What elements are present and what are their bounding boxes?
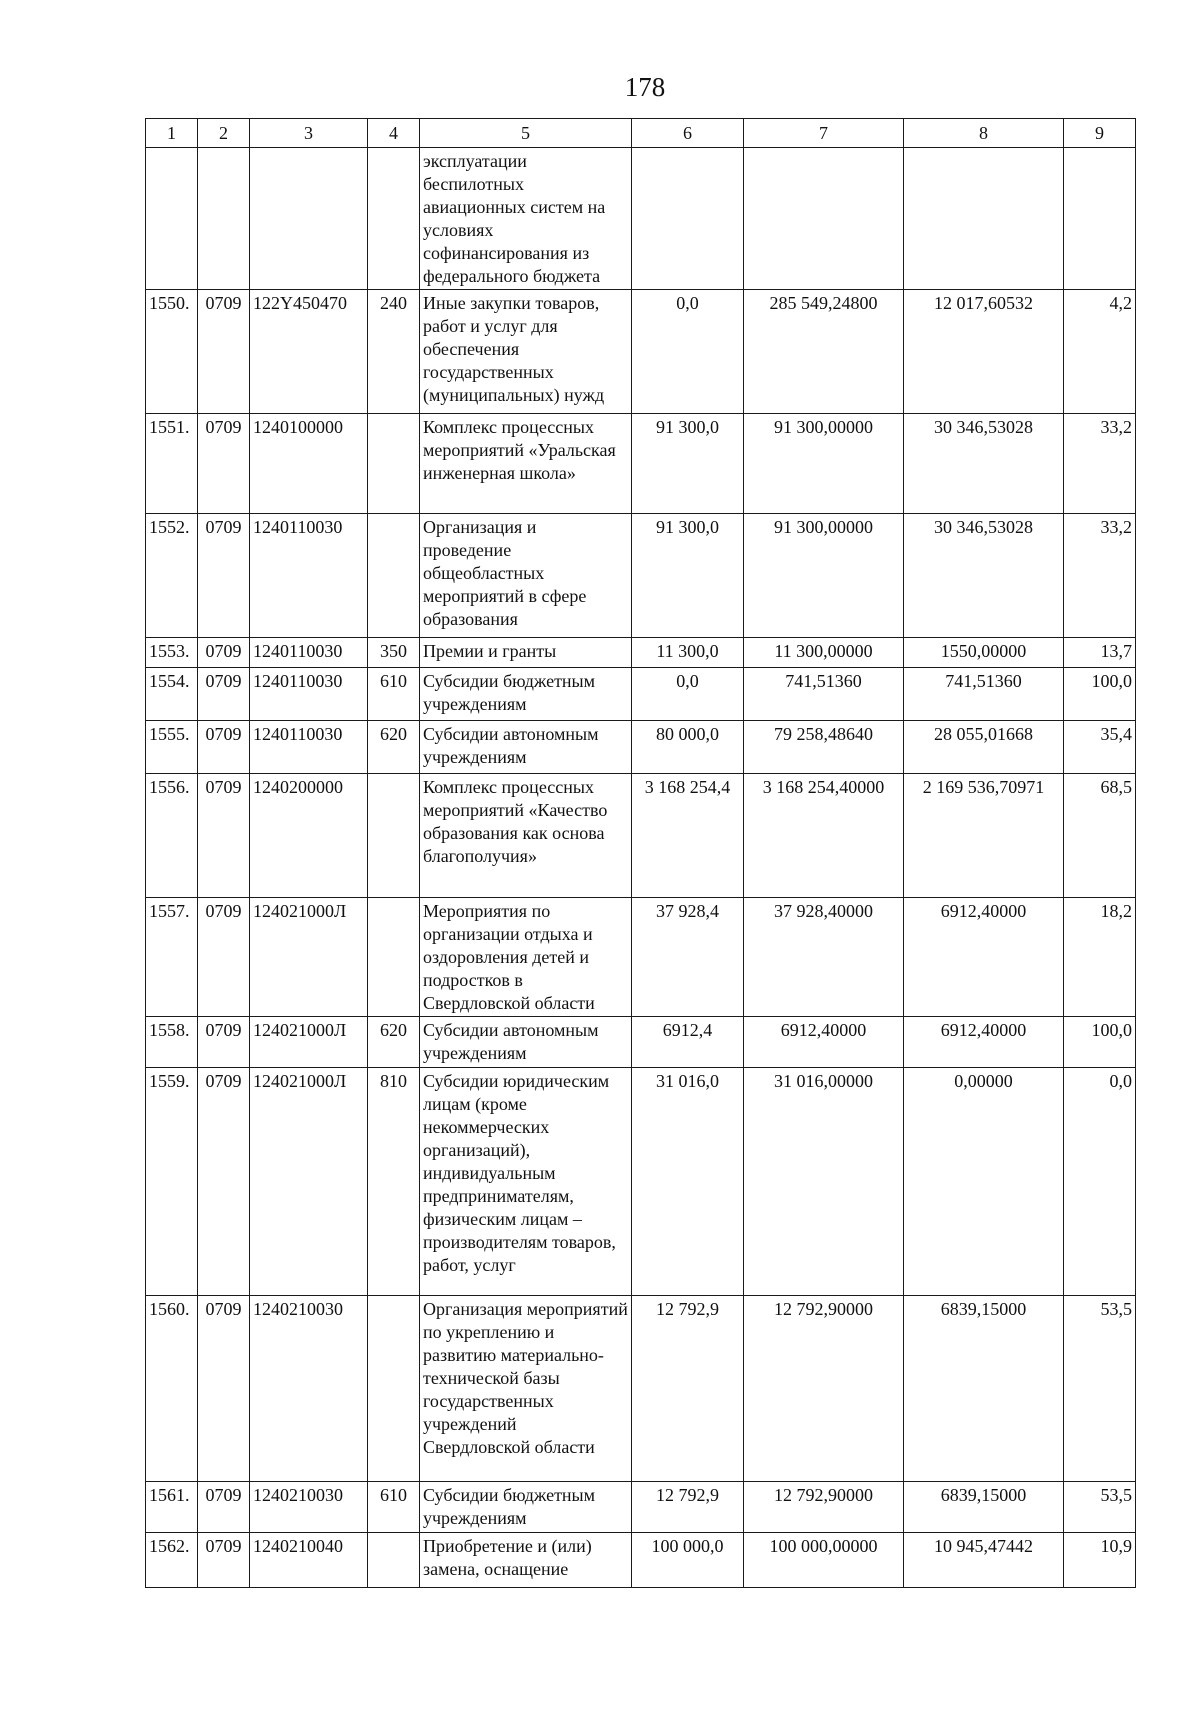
table-row	[146, 1482, 1136, 1533]
value-col7-cell: 100 000,00000	[744, 1533, 904, 1588]
table-header-row	[146, 119, 1136, 148]
value-col8-cell: 28 055,01668	[904, 721, 1064, 774]
expense-type-cell: 350	[368, 638, 420, 668]
expense-type-cell: 240	[368, 290, 420, 414]
table-row	[146, 1068, 1136, 1296]
row-number-cell: 1553.	[146, 638, 198, 668]
value-col7-cell: 285 549,24800	[744, 290, 904, 414]
expense-type-cell: 610	[368, 668, 420, 721]
expense-type-cell: 620	[368, 721, 420, 774]
row-number-cell: 1559.	[146, 1068, 198, 1296]
name-cell: Субсидии юридическим лицам (кроме некоммерческих организаций), индивидуальным предпринимателям, физическим лицам – производителям товаров, работ, услуг	[420, 1068, 632, 1296]
name-cell: эксплуатации беспилотных авиационных систем на условиях софинансирования из федерального бюджета	[420, 148, 632, 290]
value-col6-cell: 3 168 254,4	[632, 774, 744, 898]
value-col8-cell: 0,00000	[904, 1068, 1064, 1296]
value-col7-cell: 3 168 254,40000	[744, 774, 904, 898]
name-cell: Организация мероприятий по укреплению и развитию материально-технической базы государственных учреждений Свердловской области	[420, 1296, 632, 1482]
target-code-cell: 1240210030	[250, 1482, 368, 1533]
section-cell: 0709	[198, 1017, 250, 1068]
percent-cell: 68,5	[1064, 774, 1136, 898]
header-cell: 9	[1064, 119, 1136, 148]
expense-type-cell	[368, 774, 420, 898]
header-cell: 6	[632, 119, 744, 148]
percent-cell: 33,2	[1064, 514, 1136, 638]
table-row	[146, 638, 1136, 668]
header-cell: 2	[198, 119, 250, 148]
table-row	[146, 1533, 1136, 1588]
value-col7-cell: 91 300,00000	[744, 514, 904, 638]
table-row	[146, 148, 1136, 290]
row-number-cell	[146, 148, 198, 290]
percent-cell: 4,2	[1064, 290, 1136, 414]
value-col6-cell: 80 000,0	[632, 721, 744, 774]
table-row	[146, 290, 1136, 414]
header-cell: 4	[368, 119, 420, 148]
value-col7-cell: 741,51360	[744, 668, 904, 721]
value-col7-cell: 91 300,00000	[744, 414, 904, 514]
value-col8-cell	[904, 148, 1064, 290]
row-number-cell: 1558.	[146, 1017, 198, 1068]
value-col7-cell: 31 016,00000	[744, 1068, 904, 1296]
target-code-cell	[250, 148, 368, 290]
expense-type-cell: 610	[368, 1482, 420, 1533]
expense-type-cell: 810	[368, 1068, 420, 1296]
percent-cell	[1064, 148, 1136, 290]
row-number-cell: 1561.	[146, 1482, 198, 1533]
target-code-cell: 124021000Л	[250, 1017, 368, 1068]
percent-cell: 53,5	[1064, 1296, 1136, 1482]
name-cell: Мероприятия по организации отдыха и оздоровления детей и подростков в Свердловской области	[420, 898, 632, 1017]
section-cell: 0709	[198, 1533, 250, 1588]
target-code-cell: 1240100000	[250, 414, 368, 514]
section-cell: 0709	[198, 1068, 250, 1296]
expense-type-cell	[368, 148, 420, 290]
table-row	[146, 1017, 1136, 1068]
value-col6-cell: 6912,4	[632, 1017, 744, 1068]
section-cell: 0709	[198, 1296, 250, 1482]
target-code-cell: 1240210030	[250, 1296, 368, 1482]
table-row	[146, 721, 1136, 774]
section-cell: 0709	[198, 774, 250, 898]
table-row	[146, 668, 1136, 721]
target-code-cell: 1240110030	[250, 638, 368, 668]
value-col8-cell: 1550,00000	[904, 638, 1064, 668]
value-col8-cell: 30 346,53028	[904, 514, 1064, 638]
value-col6-cell: 31 016,0	[632, 1068, 744, 1296]
value-col7-cell: 12 792,90000	[744, 1296, 904, 1482]
header-cell: 1	[146, 119, 198, 148]
table-row	[146, 898, 1136, 1017]
section-cell	[198, 148, 250, 290]
value-col7-cell: 79 258,48640	[744, 721, 904, 774]
percent-cell: 53,5	[1064, 1482, 1136, 1533]
row-number-cell: 1554.	[146, 668, 198, 721]
target-code-cell: 1240110030	[250, 721, 368, 774]
name-cell: Субсидии бюджетным учреждениям	[420, 1482, 632, 1533]
value-col8-cell: 6912,40000	[904, 898, 1064, 1017]
expense-type-cell: 620	[368, 1017, 420, 1068]
value-col8-cell: 741,51360	[904, 668, 1064, 721]
table-row	[146, 414, 1136, 514]
value-col7-cell: 37 928,40000	[744, 898, 904, 1017]
table-row	[146, 1296, 1136, 1482]
value-col6-cell: 12 792,9	[632, 1296, 744, 1482]
header-cell: 5	[420, 119, 632, 148]
target-code-cell: 124021000Л	[250, 898, 368, 1017]
section-cell: 0709	[198, 1482, 250, 1533]
percent-cell: 35,4	[1064, 721, 1136, 774]
name-cell: Иные закупки товаров, работ и услуг для обеспечения государственных (муниципальных) нужд	[420, 290, 632, 414]
header-cell: 8	[904, 119, 1064, 148]
value-col6-cell: 100 000,0	[632, 1533, 744, 1588]
row-number-cell: 1552.	[146, 514, 198, 638]
percent-cell: 13,7	[1064, 638, 1136, 668]
section-cell: 0709	[198, 668, 250, 721]
row-number-cell: 1550.	[146, 290, 198, 414]
name-cell: Комплекс процессных мероприятий «Качество образования как основа благополучия»	[420, 774, 632, 898]
value-col6-cell: 0,0	[632, 290, 744, 414]
value-col8-cell: 6912,40000	[904, 1017, 1064, 1068]
value-col8-cell: 10 945,47442	[904, 1533, 1064, 1588]
percent-cell: 18,2	[1064, 898, 1136, 1017]
table-row	[146, 774, 1136, 898]
expense-type-cell	[368, 1296, 420, 1482]
row-number-cell: 1557.	[146, 898, 198, 1017]
value-col7-cell: 11 300,00000	[744, 638, 904, 668]
percent-cell: 10,9	[1064, 1533, 1136, 1588]
value-col7-cell: 12 792,90000	[744, 1482, 904, 1533]
percent-cell: 0,0	[1064, 1068, 1136, 1296]
section-cell: 0709	[198, 721, 250, 774]
section-cell: 0709	[198, 290, 250, 414]
budget-table	[145, 118, 1136, 1588]
percent-cell: 33,2	[1064, 414, 1136, 514]
value-col8-cell: 30 346,53028	[904, 414, 1064, 514]
row-number-cell: 1551.	[146, 414, 198, 514]
percent-cell: 100,0	[1064, 668, 1136, 721]
name-cell: Комплекс процессных мероприятий «Уральская инженерная школа»	[420, 414, 632, 514]
section-cell: 0709	[198, 514, 250, 638]
row-number-cell: 1556.	[146, 774, 198, 898]
value-col6-cell: 0,0	[632, 668, 744, 721]
expense-type-cell	[368, 414, 420, 514]
row-number-cell: 1555.	[146, 721, 198, 774]
value-col7-cell: 6912,40000	[744, 1017, 904, 1068]
value-col6-cell: 11 300,0	[632, 638, 744, 668]
value-col6-cell	[632, 148, 744, 290]
target-code-cell: 1240110030	[250, 514, 368, 638]
name-cell: Субсидии бюджетным учреждениям	[420, 668, 632, 721]
page-number: 178	[624, 72, 666, 102]
target-code-cell: 124021000Л	[250, 1068, 368, 1296]
value-col6-cell: 37 928,4	[632, 898, 744, 1017]
value-col8-cell: 6839,15000	[904, 1482, 1064, 1533]
row-number-cell: 1562.	[146, 1533, 198, 1588]
value-col6-cell: 91 300,0	[632, 514, 744, 638]
name-cell: Организация и проведение общеобластных мероприятий в сфере образования	[420, 514, 632, 638]
expense-type-cell	[368, 898, 420, 1017]
target-code-cell: 1240200000	[250, 774, 368, 898]
value-col8-cell: 12 017,60532	[904, 290, 1064, 414]
target-code-cell: 122Y450470	[250, 290, 368, 414]
row-number-cell: 1560.	[146, 1296, 198, 1482]
value-col6-cell: 12 792,9	[632, 1482, 744, 1533]
name-cell: Премии и гранты	[420, 638, 632, 668]
value-col8-cell: 2 169 536,70971	[904, 774, 1064, 898]
header-cell: 3	[250, 119, 368, 148]
target-code-cell: 1240210040	[250, 1533, 368, 1588]
header-cell: 7	[744, 119, 904, 148]
expense-type-cell	[368, 514, 420, 638]
value-col7-cell	[744, 148, 904, 290]
section-cell: 0709	[198, 638, 250, 668]
section-cell: 0709	[198, 414, 250, 514]
name-cell: Субсидии автономным учреждениям	[420, 1017, 632, 1068]
value-col8-cell: 6839,15000	[904, 1296, 1064, 1482]
percent-cell: 100,0	[1064, 1017, 1136, 1068]
target-code-cell: 1240110030	[250, 668, 368, 721]
section-cell: 0709	[198, 898, 250, 1017]
expense-type-cell	[368, 1533, 420, 1588]
table-row	[146, 514, 1136, 638]
name-cell: Приобретение и (или) замена, оснащение	[420, 1533, 632, 1588]
name-cell: Субсидии автономным учреждениям	[420, 721, 632, 774]
value-col6-cell: 91 300,0	[632, 414, 744, 514]
